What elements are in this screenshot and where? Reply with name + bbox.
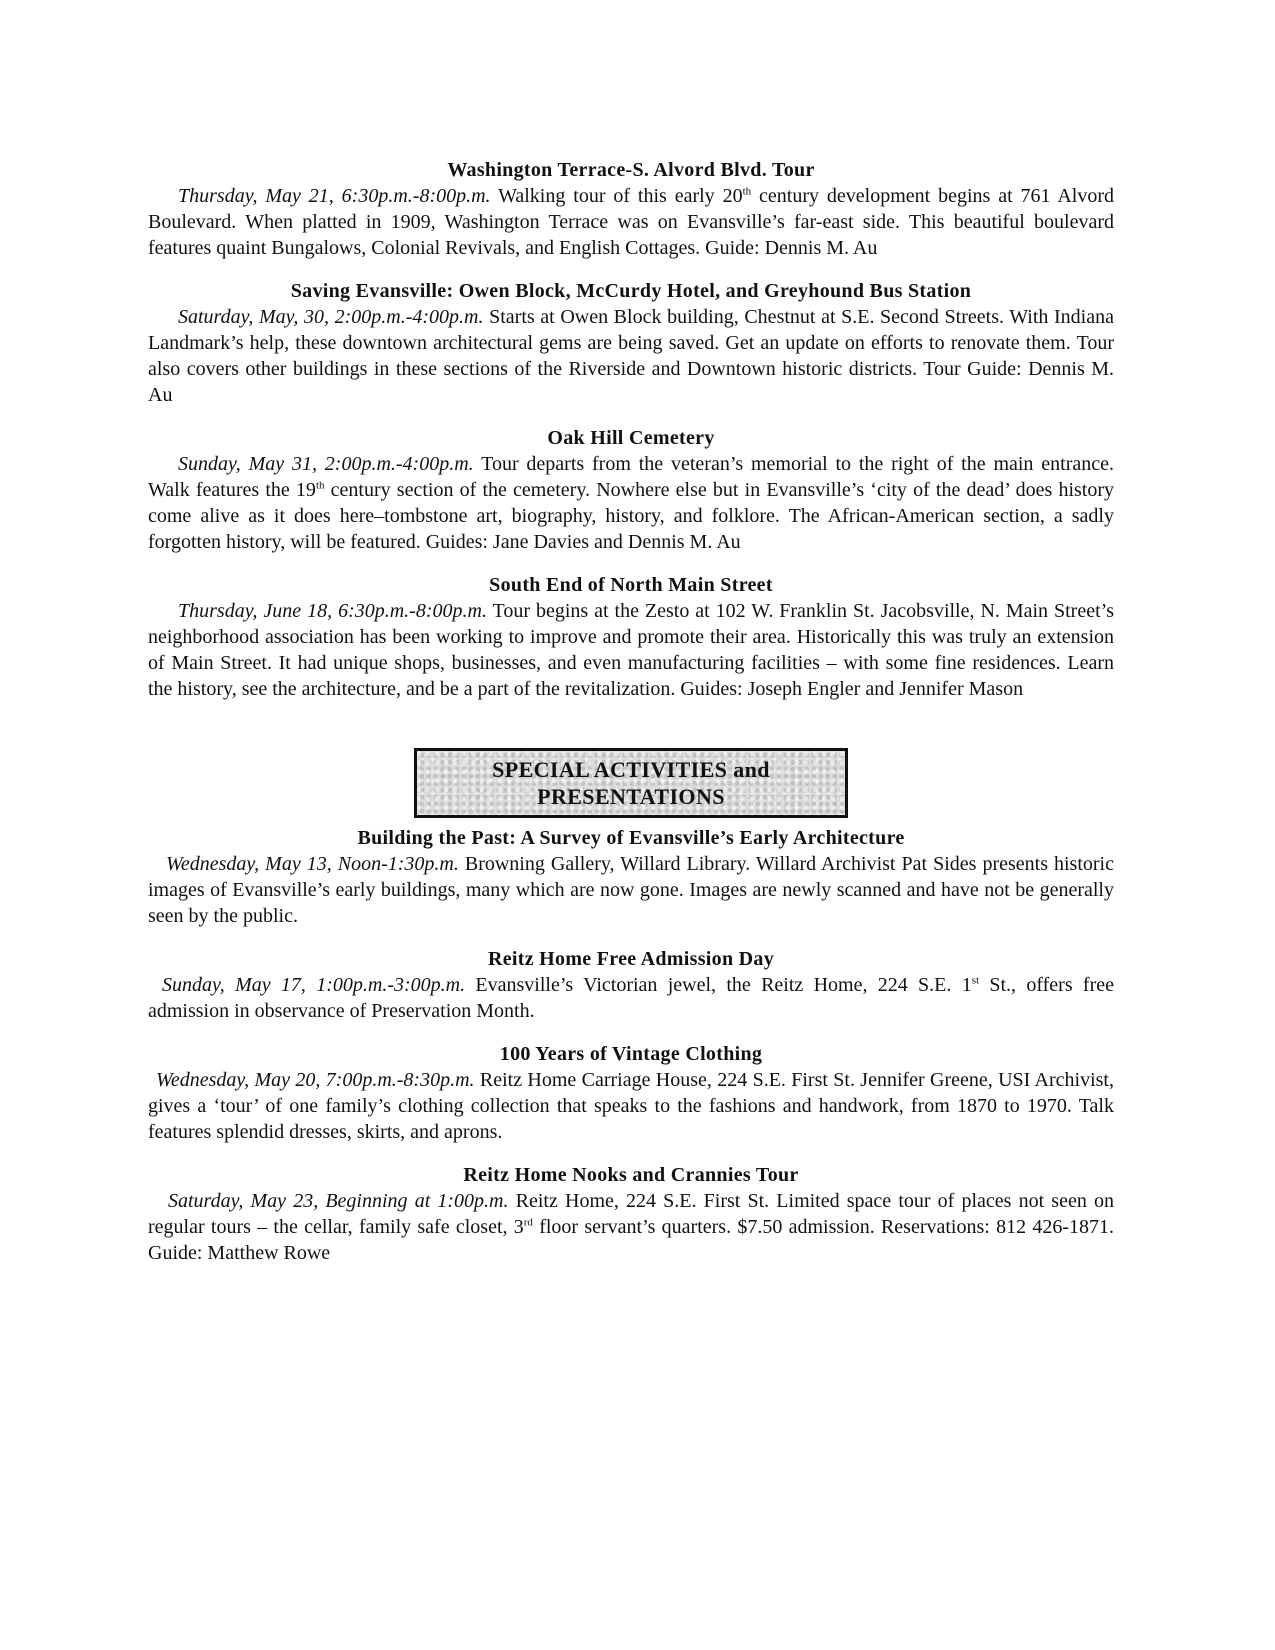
activity-text-part: Reitz Home, 224 S.E. First St. Limited space tour of places not seen on regular tours – the cellar, family safe closet, 3 [148,1190,1114,1238]
tour-text-part: Tour departs from the veteran’s memorial to the right of the main entrance. Walk features the 19 [148,453,1114,501]
activity-date-time: Wednesday, May 20, 7:00p.m.-8:30p.m. [156,1069,475,1091]
tour-date-time: Thursday, June 18, 6:30p.m.-8:00p.m. [178,600,487,622]
tour-date-time: Sunday, May 31, 2:00p.m.-4:00p.m. [178,453,474,475]
tour-text-part: century development begins at 761 Alvord Boulevard. When platted in 1909, Washington Terrace was on Evansville’s far-east side. This beautiful boulevard features quaint Bungalows, Colonial Revivals, and English Cottages. Guide: Dennis M. Au [148,185,1115,259]
banner-line: SPECIAL ACTIVITIES and [492,757,770,782]
banner-line: PRESENTATIONS [537,784,725,809]
activity-text-part: floor servant’s quarters. $7.50 admission. Reservations: 812 426-1871. Guide: Matthew Rowe [148,1216,1114,1264]
document-page [148,158,1114,1266]
tour-description [148,451,1114,555]
tour-title: South End of North Main Street [489,574,773,596]
tour-text-part: Tour begins at the Zesto at 102 W. Franklin St. Jacobsville, N. Main Street’s neighborhood association has been working to improve and promote their area. Historically this was truly an extension of Main Street. It had unique shops, businesses, and even manufacturing facilities – with some fine residences. Learn the history, see the architecture, and be a part of the revitalization. Guides: Joseph Engler and Jennifer Mason [148,600,1114,700]
activity-description [148,1188,1114,1266]
activity-date-time: Saturday, May 23, Beginning at 1:00p.m. [168,1190,509,1212]
ordinal-suffix: th [742,185,752,198]
tour-entry-washington-terrace [148,158,1114,261]
tour-title: Saving Evansville: Owen Block, McCurdy Hotel, and Greyhound Bus Station [290,280,972,302]
activity-text-part: St., offers free admission in observance of Preservation Month. [148,974,1114,1022]
activity-entry-vintage-clothing [148,1042,1114,1145]
ordinal-suffix: rd [523,1216,533,1229]
ordinal-suffix: th [315,479,325,492]
tour-entry-oak-hill-cemetery [148,426,1114,555]
section-banner-wrap [148,748,1114,818]
activity-title: 100 Years of Vintage Clothing [499,1043,763,1065]
tour-text-part: century section of the cemetery. Nowhere else but in Evansville’s ‘city of the dead’ does history come alive as it does here–tombstone art, biography, history, and folklore. The African-American section, a sadly forgotten history, will be featured. Guides: Jane Davies and Dennis M. Au [148,479,1115,553]
activity-text-part: Browning Gallery, Willard Library. Willard Archivist Pat Sides presents historic images of Evansville’s early buildings, many which are now gone. Images are newly scanned and have not be generally seen by the public. [148,853,1114,927]
activity-entry-building-the-past [148,826,1114,929]
tour-title: Washington Terrace-S. Alvord Blvd. Tour [447,159,815,181]
tour-description [148,183,1114,261]
tour-entry-saving-evansville [148,279,1114,408]
banner-heading [492,756,770,810]
activity-date-time: Sunday, May 17, 1:00p.m.-3:00p.m. [162,974,466,996]
tour-title: Oak Hill Cemetery [547,427,715,449]
ordinal-suffix: st [971,974,980,987]
tour-text-part: Starts at Owen Block building, Chestnut at S.E. Second Streets. With Indiana Landmark’s help, these downtown architectural gems are being saved. Get an update on efforts to renovate them. Tour also covers other buildings in these sections of the Riverside and Downtown historic districts. Tour Guide: Dennis M. Au [148,306,1114,406]
activity-description [148,851,1114,929]
tour-text-part: Walking tour of this early 20 [490,185,743,207]
tour-description [148,304,1114,408]
activity-text-part: Reitz Home Carriage House, 224 S.E. First St. Jennifer Greene, USI Archivist, gives a ‘tour’ of one family’s clothing collection that speaks to the fashions and handwork, from 1870 to 1970. Talk features splendid dresses, skirts, and aprons. [148,1069,1114,1143]
special-activities-banner [414,748,848,818]
tour-date-time: Saturday, May, 30, 2:00p.m.-4:00p.m. [178,306,484,328]
activity-entry-nooks-and-crannies [148,1163,1114,1266]
activity-description [148,1067,1114,1145]
activity-text-part: Evansville’s Victorian jewel, the Reitz Home, 224 S.E. 1 [465,974,972,996]
tour-date-time: Thursday, May 21, 6:30p.m.-8:00p.m. [178,185,491,207]
activity-title: Reitz Home Free Admission Day [487,948,775,970]
tour-entry-north-main-street [148,573,1114,702]
tour-description [148,598,1114,702]
activity-title: Building the Past: A Survey of Evansville’s Early Architecture [357,827,905,849]
activity-entry-reitz-free-admission [148,947,1114,1024]
activity-title: Reitz Home Nooks and Crannies Tour [463,1164,799,1186]
activity-date-time: Wednesday, May 13, Noon-1:30p.m. [166,853,459,875]
activity-description [148,972,1114,1024]
